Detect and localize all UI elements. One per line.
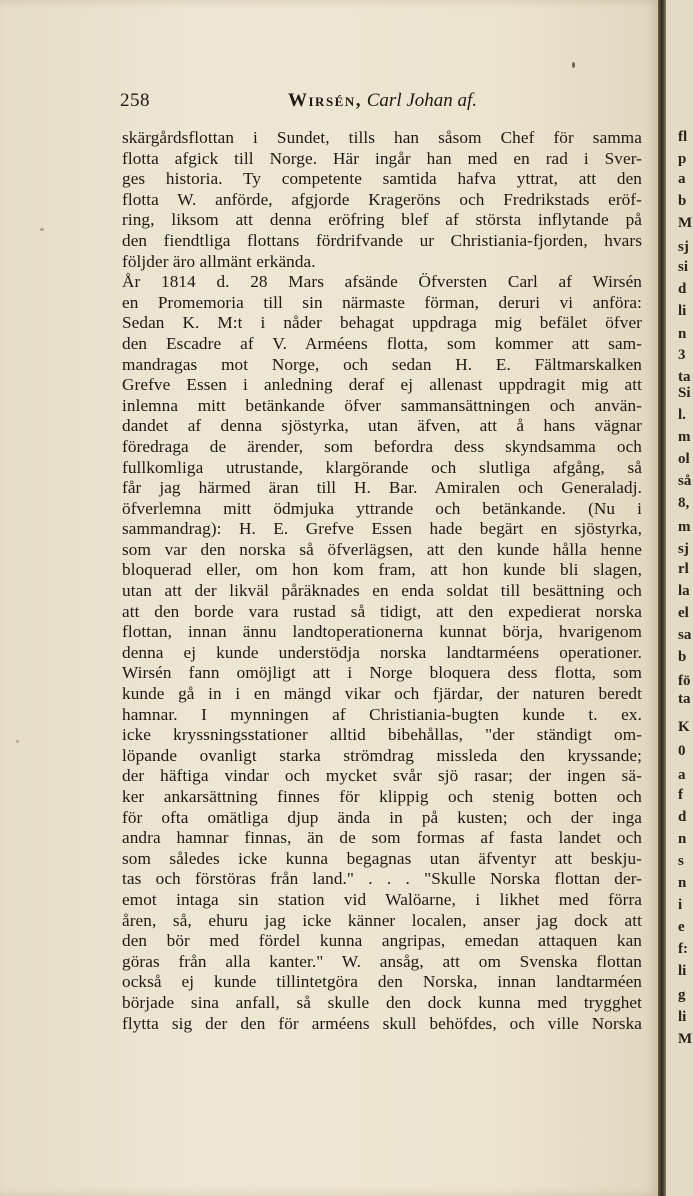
text-line: Wirsén fann omöjligt att i Norge bloquera dess flotta, som	[122, 663, 642, 683]
facing-page-fragment: fl	[678, 129, 688, 145]
facing-page-fragment: 0	[678, 743, 686, 759]
text-line: der häftiga vindar och mycket svår sjö rasar; der ingen sä-	[122, 766, 642, 786]
facing-page-fragment: li	[678, 303, 687, 319]
facing-page-fragment: n	[678, 875, 687, 891]
facing-page-fragment: f	[678, 787, 683, 803]
facing-page-fragment: b	[678, 193, 687, 209]
facing-page-fragment: la	[678, 583, 690, 599]
text-line: inlemna mitt betänkande öfver sammansättningen och använ-	[122, 395, 642, 415]
facing-page-fragment: e	[678, 919, 685, 935]
facing-page-fragment: Si	[678, 385, 691, 401]
text-line: Grefve Essen i anledning deraf ej allenast uppdragit mig att	[122, 375, 642, 395]
text-line: bloquerad eller, om hon kom fram, att hon kunde bli slagen,	[122, 560, 642, 580]
text-line: åren, så, ehuru jag icke känner localen, anser jag dock att	[122, 910, 642, 930]
text-line: flotta W. anförde, afgjorde Krageröns och Fredrikstads eröf-	[122, 189, 642, 209]
facing-page-fragment: li	[678, 1009, 687, 1025]
running-header	[120, 86, 660, 116]
facing-page-fragment: 3	[678, 347, 686, 363]
page-number: 258	[120, 90, 150, 111]
facing-page-fragment: el	[678, 605, 689, 621]
facing-page-fragment: f:	[678, 941, 688, 957]
text-line: kunde gå in i en mängd vikar och fjärdar, der naturen beredt	[122, 684, 642, 704]
running-title	[288, 90, 477, 112]
running-title-rest: Carl Johan af.	[366, 90, 478, 111]
facing-page-fragment: g	[678, 987, 686, 1003]
facing-page-fragment: ol	[678, 451, 690, 467]
facing-page-fragment: m	[678, 519, 691, 535]
facing-page-fragment: a	[678, 171, 686, 187]
text-line: den fiendtliga flottans fördrifvande ur Christiania-fjorden, hvars	[122, 230, 642, 250]
facing-page-fragment: n	[678, 326, 687, 342]
text-line: också ej kunde tillintetgöra den Norska, innan landtarméen	[122, 972, 642, 992]
text-line: flytta sig der den för arméens skull behöfdes, och ville Norska	[122, 1013, 642, 1033]
facing-page-fragment: M	[678, 215, 693, 231]
text-line: skärgårdsflottan i Sundet, tills han såsom Chef för samma	[122, 128, 642, 147]
text-line: som var den norska så öfverlägsen, att den kunde hålla henne	[122, 539, 642, 559]
text-line: flottan, innan ännu landtoperationerna kunnat börja, hvarigenom	[122, 622, 642, 642]
facing-page-fragment: 8,	[678, 495, 690, 511]
text-line: denna ej kunde understödja norska landtarméens operationer.	[122, 642, 642, 662]
text-line: Sedan K. M:t i nåder behagat uppdraga mig befälet öfver	[122, 313, 642, 333]
text-line: ges historia. Ty competente samtida hafva yttrat, att den	[122, 169, 642, 189]
text-line: följder äro allmänt erkända.	[122, 251, 316, 271]
text-line: utan att der likväl påräknades en enda soldat till besättning och	[122, 581, 642, 601]
facing-page-fragment: s	[678, 853, 684, 869]
facing-page-fragment: m	[678, 429, 691, 445]
text-line: andra hamnar finnas, än de som formas af fasta landet och	[122, 828, 642, 848]
text-line: en Promemoria till sin närmaste förman, deruri vi anföra:	[122, 292, 642, 312]
facing-page-fragment: l.	[678, 407, 686, 423]
text-line: flotta afgick till Norge. Här ingår han med en rad i Sver-	[122, 148, 642, 168]
text-line: mandragas mot Norge, och sedan H. E. Fältmarskalken	[122, 354, 642, 374]
facing-page-fragment: ta	[678, 369, 691, 385]
text-line: för ofta omätliga djup ända in på kusten; och der inga	[122, 807, 642, 827]
facing-page-fragment: rl	[678, 561, 689, 577]
text-line: göras från alla kanter." W. ansåg, att om Svenska flottan	[122, 951, 642, 971]
facing-page-fragment: sj	[678, 541, 689, 557]
facing-page-fragment: i	[678, 897, 683, 913]
facing-page-fragment: ta	[678, 691, 691, 707]
text-line: föredraga de ärender, som befordra dess skyndsamma och	[122, 436, 642, 456]
facing-page-fragment: sa	[678, 627, 692, 643]
text-line: ring, liksom att denna eröfring blef af största inflytande på	[122, 210, 642, 230]
text-line: får jag härmed äran till H. Bar. Amiralen och Generaladj.	[122, 478, 642, 498]
book-gutter	[658, 0, 666, 1196]
text-line: År 1814 d. 28 Mars afsände Öfversten Carl af Wirsén	[122, 272, 642, 292]
text-line: började sina anfall, så skulle den dock kunna med trygghet	[122, 992, 642, 1012]
text-line: dandet af denna sjöstyrka, utan äfven, att å hans vägnar	[122, 416, 642, 436]
text-line: hamnar. I mynningen af Christiania-bugten kunde t. ex.	[122, 704, 642, 724]
text-line: den bör med fördel kunna angripas, emedan attaquen kan	[122, 931, 642, 951]
facing-page-fragment: li	[678, 963, 687, 979]
facing-page-fragment: K	[678, 719, 690, 735]
facing-page-fragment: si	[678, 259, 689, 275]
text-line: emot intaga sin station vid Walöarne, i likhet med förra	[122, 889, 642, 909]
text-line: icke kryssningsstationer alltid bibehållas, "der ständigt om-	[122, 725, 642, 745]
facing-page-fragment: n	[678, 831, 687, 847]
text-line: den Escadre af V. Arméens flotta, som kommer att sam-	[122, 333, 642, 353]
facing-page-fragment: d	[678, 809, 687, 825]
facing-page-fragment: p	[678, 151, 687, 167]
facing-page-fragment: M	[678, 1031, 693, 1047]
facing-page-fragment: b	[678, 649, 687, 665]
text-line: ker ankarsättning finnes för klippig och stenig botten och	[122, 787, 642, 806]
text-line: öfverlemna mitt ödmjuka yttrande och betänkande. (Nu i	[122, 498, 642, 518]
facing-page-fragment: a	[678, 767, 686, 783]
facing-page-fragment: fö	[678, 673, 691, 689]
paper-speck	[572, 62, 575, 68]
text-line: som således icke kunna begagnas utan äfventyr att beskju-	[122, 848, 642, 868]
facing-page-fragment: så	[678, 473, 692, 489]
text-line: tas och förstöras från land." . . . "Skulle Norska flottan der-	[122, 869, 642, 889]
running-title-name: Wirsén,	[288, 90, 362, 111]
text-line: att den borde vara rustad så tidigt, att den expedierat norska	[122, 601, 642, 621]
text-line: fullkomliga utrustande, klargörande och slutliga afgång, så	[122, 457, 642, 477]
text-line: sammandrag): H. E. Grefve Essen hade begärt en sjöstyrka,	[122, 519, 642, 539]
facing-page-fragment: sj	[678, 239, 689, 255]
facing-page-fragment: d	[678, 281, 687, 297]
body-text	[122, 128, 642, 1034]
paper-speck	[16, 740, 19, 743]
facing-page-edge	[666, 0, 693, 1196]
text-line: löpande ovanligt starka strömdrag missleda den kryssande;	[122, 745, 642, 765]
paper-speck	[40, 228, 44, 231]
